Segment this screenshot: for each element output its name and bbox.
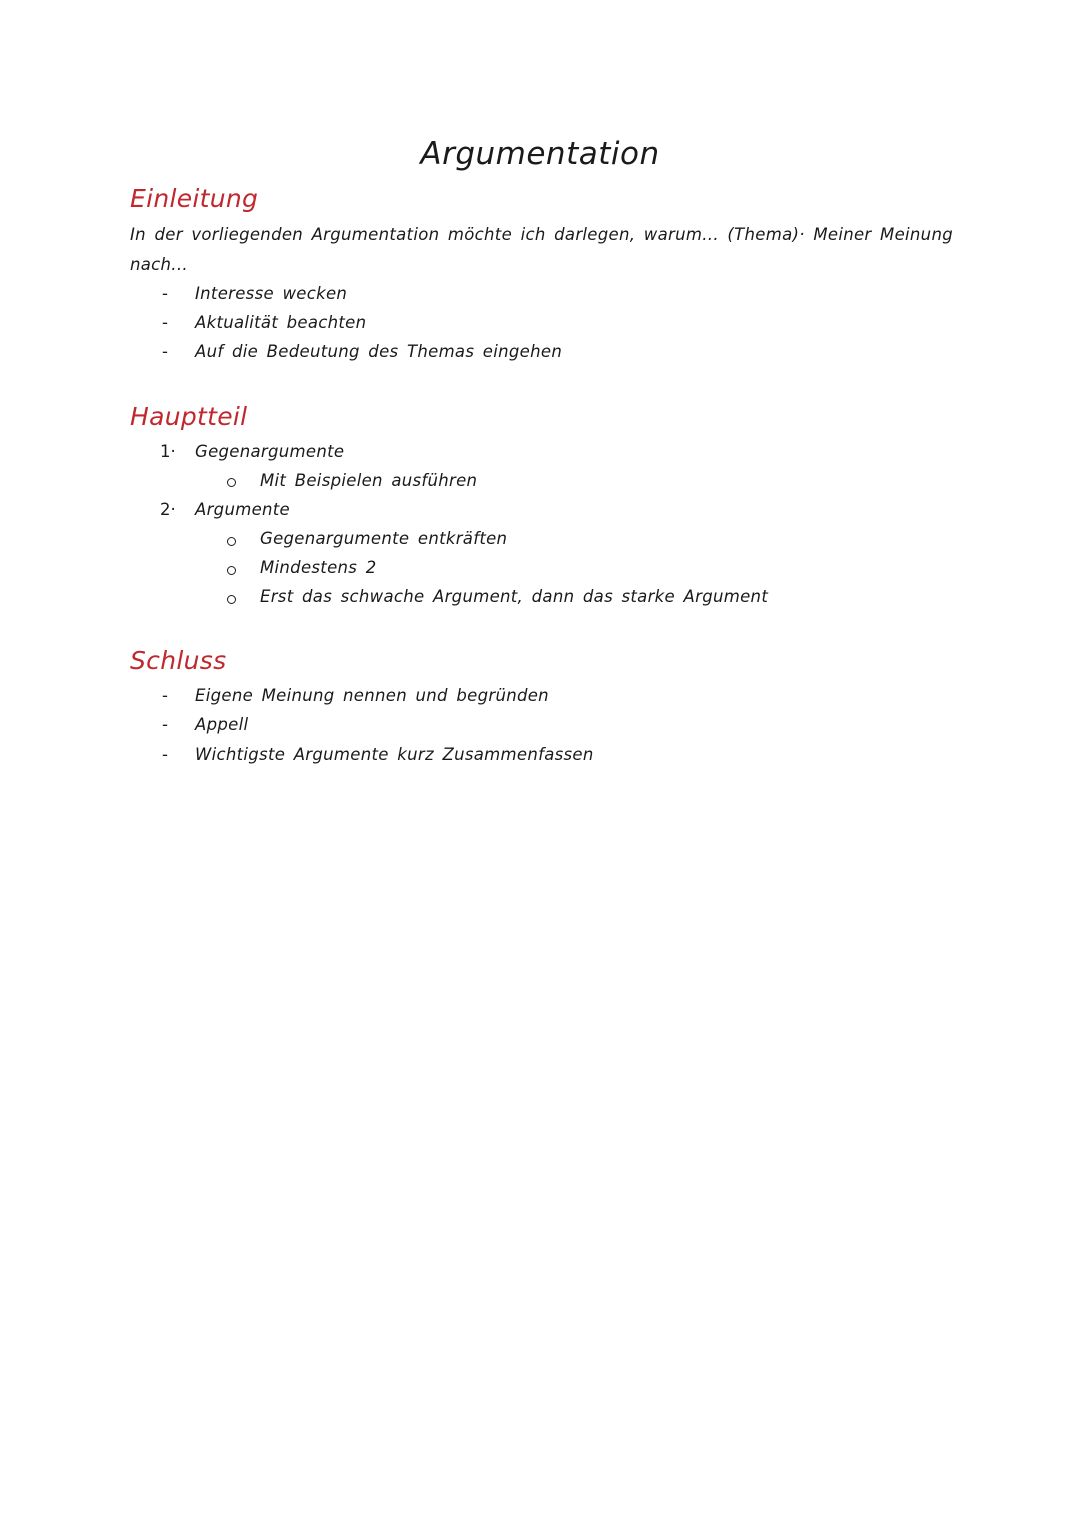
heading-schluss: Schluss [130, 646, 227, 675]
bullet-dash: - [162, 745, 168, 764]
heading-hauptteil: Hauptteil [130, 402, 248, 431]
einleitung-item: Auf die Bedeutung des Themas eingehen [195, 342, 563, 361]
bullet-dash: - [162, 715, 168, 734]
bullet-dash: - [162, 284, 168, 303]
schluss-item: Wichtigste Argumente kurz Zusammenfassen [195, 745, 594, 764]
intro-text-line2: nach... [130, 255, 188, 274]
bullet-dash: - [162, 342, 168, 361]
einleitung-item: Interesse wecken [195, 284, 348, 303]
intro-text-line1: In der vorliegenden Argumentation möchte ich darlegen, warum... (Thema)· Meiner Meinung [130, 225, 953, 244]
page-title: Argumentation [420, 136, 660, 172]
circle-bullet-icon [227, 595, 236, 604]
schluss-item: Eigene Meinung nennen und begründen [195, 686, 549, 705]
hauptteil-point: Gegenargumente [195, 442, 345, 461]
hauptteil-subitem: Mit Beispielen ausführen [260, 471, 478, 490]
hauptteil-subitem: Mindestens 2 [260, 558, 377, 577]
heading-einleitung: Einleitung [130, 184, 259, 213]
einleitung-item: Aktualität beachten [195, 313, 367, 332]
circle-bullet-icon [227, 537, 236, 546]
schluss-item: Appell [195, 715, 249, 734]
list-number: 1· [160, 442, 176, 461]
list-number: 2· [160, 500, 176, 519]
bullet-dash: - [162, 686, 168, 705]
hauptteil-point: Argumente [195, 500, 291, 519]
circle-bullet-icon [227, 566, 236, 575]
circle-bullet-icon [227, 478, 236, 487]
bullet-dash: - [162, 313, 168, 332]
hauptteil-subitem: Gegenargumente entkräften [260, 529, 508, 548]
hauptteil-subitem: Erst das schwache Argument, dann das starke Argument [260, 587, 769, 606]
